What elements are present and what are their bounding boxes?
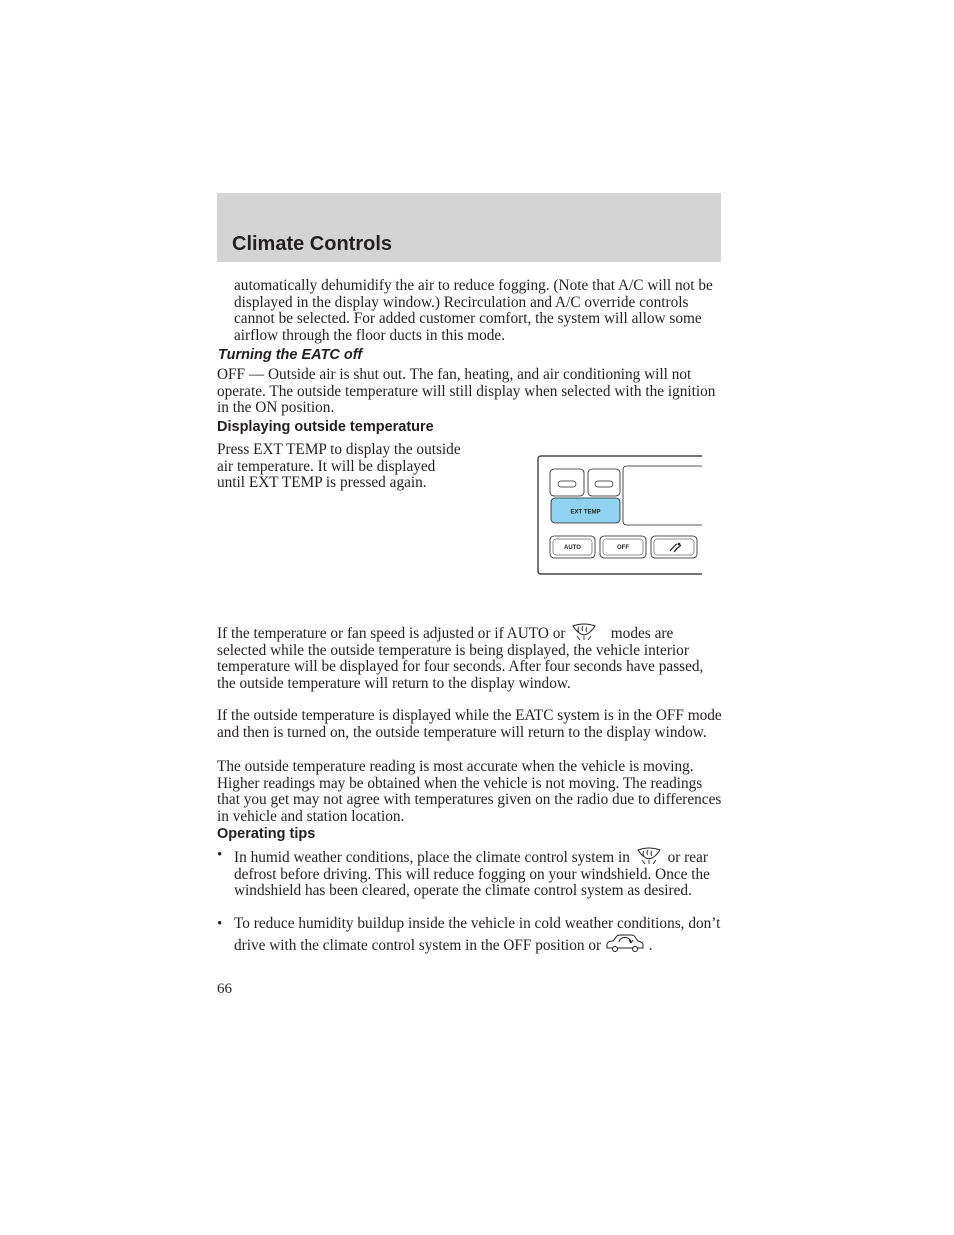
auto-mode-paragraph — [217, 623, 723, 692]
heading-eatc-off: Turning the EATC off — [218, 347, 363, 363]
heading-outside-temperature: Displaying outside temperature — [217, 419, 434, 435]
page-title: Climate Controls — [232, 233, 393, 255]
bullet-marker: • — [217, 847, 223, 863]
climate-control-panel-illustration — [537, 455, 707, 575]
ext-temp-paragraph: Press EXT TEMP to display the outside air temperature. It will be displayed until EXT TEMP is pressed again. — [217, 441, 461, 491]
off-mode-paragraph: If the outside temperature is displayed while the EATC system is in the OFF mode and then is turned on, the outside temperature will return to the display window. — [217, 707, 722, 741]
auto-mode-text-start: If the temperature or fan speed is adjusted or if AUTO or — [217, 625, 566, 642]
tip-cold-weather — [234, 916, 724, 954]
eatc-off-paragraph: OFF — Outside air is shut out. The fan, heating, and air conditioning will not operate. The outside temperature will still display when selected with the ignition in the ON position. — [217, 366, 716, 416]
off-label: OFF — [617, 545, 629, 551]
temp-down-button — [550, 469, 584, 496]
auto-mode-text-modes: modes — [610, 625, 651, 642]
tip2-text-end: . — [648, 936, 653, 954]
airflow-mode-button — [651, 536, 697, 558]
header-band — [217, 193, 721, 262]
tip-humid-weather — [234, 847, 724, 900]
page-number: 66 — [217, 981, 232, 997]
tip1-text-rest: or rear defrost before driving. This will reduce fogging on your windshield. Once the windshield has been cleared, operate the climate control system as desired. — [234, 849, 710, 899]
heading-operating-tips: Operating tips — [217, 826, 316, 842]
recirculation-car-icon — [605, 933, 645, 953]
auto-label: AUTO — [564, 545, 581, 551]
ext-temp-button — [551, 498, 620, 523]
accuracy-paragraph: The outside temperature reading is most accurate when the vehicle is moving. Higher readings may be obtained when the vehicle is not moving. The readings that you get may not agree with temperatures given on the radio due to differences in vehicle and station location. — [217, 758, 722, 825]
tip1-text-start: In humid weather conditions, place the climate control system in — [234, 849, 630, 866]
temp-up-button — [588, 469, 620, 496]
intro-paragraph: automatically dehumidify the air to reduce fogging. (Note that A/C will not be displayed in the display window.) Recirculation and A/C override controls cannot be selected. For added customer comfort, the system will allow some airflow through the floor ducts in this mode. — [234, 277, 713, 344]
windshield-defrost-icon — [569, 623, 599, 641]
auto-button — [550, 536, 595, 558]
bullet-marker: • — [217, 916, 223, 932]
tip2-text-start: To reduce humidity buildup inside the vehicle in cold weather conditions, don’t drive with the climate control system in the OFF position or — [234, 915, 721, 954]
off-button — [600, 536, 646, 558]
auto-mode-text-rest: are selected while the outside temperature is being displayed, the vehicle interior temperature will be displayed for four seconds. After four seconds have passed, the outside temperature will return to the display window. — [217, 625, 704, 692]
windshield-defrost-icon — [634, 847, 664, 865]
ext-temp-label: EXT TEMP — [570, 509, 601, 516]
